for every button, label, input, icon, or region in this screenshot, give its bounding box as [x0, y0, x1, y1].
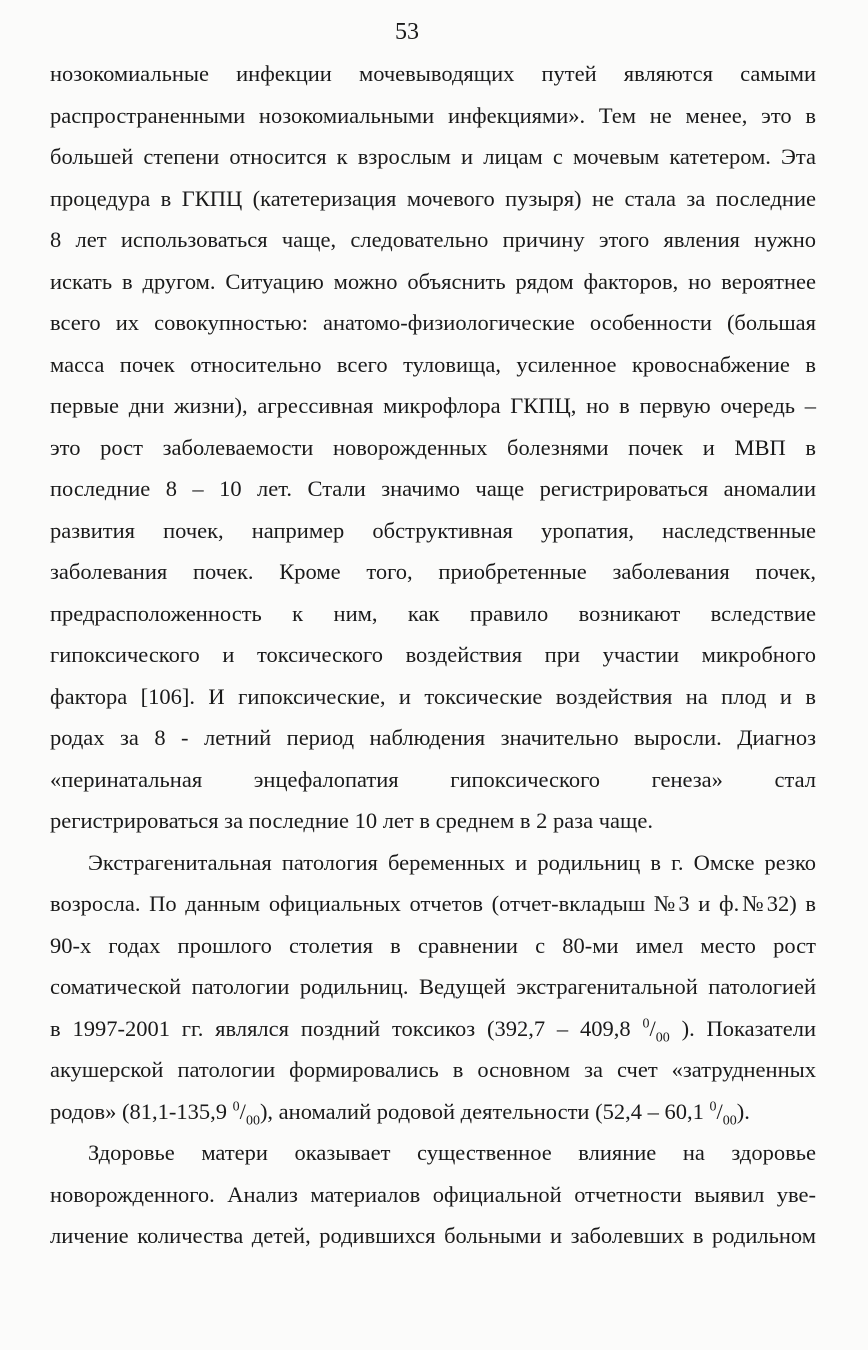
- text-line: всего их совокупностью: анатомо-физиологические особенности (большая: [50, 310, 816, 335]
- text-line: распространенными нозокомиальными инфекциями». Тем не менее, это в: [50, 102, 816, 128]
- text-line: соматической патологии родильниц. Ведущей экстрагенитальной патологией: [50, 974, 816, 999]
- text-segment: родов» (81,1-135,9: [50, 1098, 228, 1124]
- permille-sub: 00: [722, 1113, 737, 1128]
- text-line: масса почек относительно всего туловища, усиленное кровоснабжение в: [50, 351, 816, 377]
- text-line: 8 лет использоваться чаще, следовательно причину этого явления нужно: [50, 227, 816, 252]
- text-line: это рост заболеваемости новорожденных болезнями почек и МВП в: [50, 434, 816, 460]
- text-line: развития почек, например обструктивная уропатия, наследственные: [50, 517, 816, 543]
- permille-sup: 0: [232, 1099, 240, 1114]
- text-segment: ).: [736, 1098, 750, 1124]
- text-line-permille: [50, 1008, 816, 1050]
- text-line: большей степени относится к взрослым и лицам с мочевым катетером. Эта: [50, 144, 816, 169]
- text-line: искать в другом. Ситуацию можно объяснить рядом факторов, но вероятнее: [50, 268, 816, 294]
- permille-slash: /: [239, 1098, 246, 1124]
- permille-slash: /: [716, 1098, 723, 1124]
- text-line: процедура в ГКПЦ (катетеризация мочевого пузыря) не стала за последние: [50, 185, 816, 211]
- text-line: 90-х годах прошлого столетия в сравнении с 80-ми имел место рост: [50, 932, 816, 958]
- text-line: гипоксического и токсического воздействия при участии микробного: [50, 642, 816, 667]
- text-line: заболевания почек. Кроме того, приобретенные заболевания почек,: [50, 559, 816, 584]
- text-line: личение количества детей, родившихся больными и заболевших в родильном: [50, 1223, 816, 1248]
- text-segment: ), аномалий родовой деятельности (52,4 – 60,1: [259, 1098, 704, 1124]
- text-line: акушерской патологии формировались в основном за счет «затрудненных: [50, 1057, 816, 1082]
- permille-sub: 00: [655, 1030, 670, 1045]
- text-line: регистрироваться за последние 10 лет в среднем в 2 раза чаще.: [50, 808, 653, 833]
- text-line: «перинатальная энцефалопатия гипоксического генеза» стал: [50, 766, 816, 792]
- text-line: первые дни жизни), агрессивная микрофлора ГКПЦ, но в первую очередь –: [50, 393, 816, 418]
- page-number: 53: [395, 19, 419, 45]
- text-line: Здоровье матери оказывает существенное влияние на здоровье: [88, 1140, 816, 1165]
- text-line: Экстрагенитальная патология беременных и родильниц в г. Омске резко: [88, 849, 816, 875]
- text-line: нозокомиальные инфекции мочевыводящих путей являются самыми: [50, 61, 816, 86]
- text-line: предрасположенность к ним, как правило возникают вследствие: [50, 600, 816, 626]
- text-line-permille: [50, 1091, 816, 1133]
- permille-sup: 0: [642, 1016, 650, 1031]
- text-line: последние 8 – 10 лет. Стали значимо чаще регистрироваться аномалии: [50, 476, 816, 501]
- text-line: возросла. По данным официальных отчетов (отчет-вкладыш №3 и ф.№32) в: [50, 891, 816, 916]
- permille-sub: 00: [245, 1113, 260, 1128]
- body-text: [50, 53, 816, 1257]
- permille-slash: /: [649, 1015, 656, 1041]
- text-segment: ). Показатели: [681, 1015, 817, 1041]
- permille-sup: 0: [709, 1099, 717, 1114]
- text-line: фактора [106]. И гипоксические, и токсические воздействия на плод и в: [50, 683, 816, 709]
- text-line: родах за 8 - летний период наблюдения значительно выросли. Диагноз: [50, 725, 816, 750]
- text-segment: в 1997-2001 гг. являлся поздний токсикоз (392,7 – 409,8: [50, 1015, 631, 1041]
- text-line: новорожденного. Анализ материалов официальной отчетности выявил уве-: [50, 1181, 816, 1207]
